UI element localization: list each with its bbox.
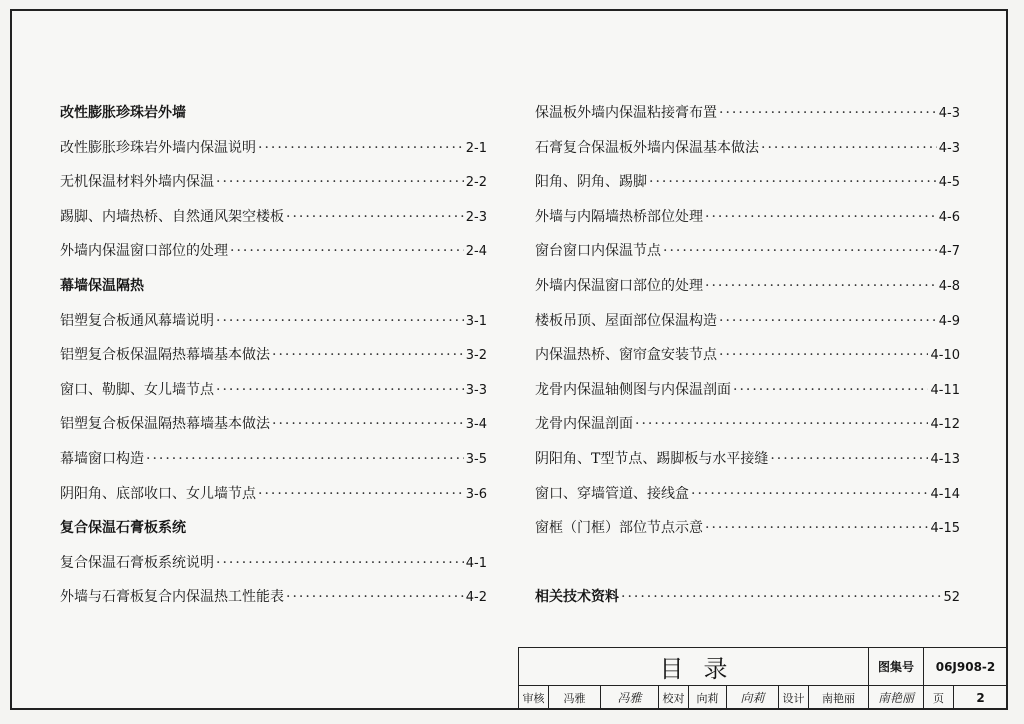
- toc-section-heading: [60, 275, 487, 297]
- toc-entry-page: 3-5: [465, 452, 487, 467]
- toc-entry-title: 改性膨胀珍珠岩外墙: [60, 105, 186, 121]
- design-signature: 南艳丽: [869, 686, 924, 710]
- toc-entry-page: 4-2: [465, 590, 487, 606]
- check-name: 向莉: [689, 686, 727, 710]
- toc-entry-title: 改性膨胀珍珠岩外墙内保温说明: [60, 139, 256, 156]
- review-label: 审核: [519, 686, 549, 710]
- toc-entry[interactable]: [535, 137, 960, 159]
- toc-entry-title: 楼板吊顶、屋面部位保温构造: [535, 312, 717, 329]
- toc-entry-title: 窗口、勒脚、女儿墙节点: [60, 381, 214, 398]
- toc-entry-title: 无机保温材料外墙内保温: [60, 174, 214, 191]
- toc-entry-page: 4-15: [930, 521, 960, 537]
- toc-entry-page: 3-4: [465, 417, 487, 433]
- toc-entry-page: 52: [943, 590, 960, 606]
- atlas-label: 图集号: [869, 648, 924, 686]
- dot-leader: [216, 555, 464, 571]
- toc-entry[interactable]: [60, 413, 487, 435]
- toc-entry-title: 铝塑复合板通风幕墙说明: [60, 312, 214, 329]
- toc-entry[interactable]: [535, 171, 960, 193]
- toc-entry-page: 3-2: [465, 348, 487, 364]
- dot-leader: [258, 486, 464, 502]
- toc-entry-title: 阴阳角、底部收口、女儿墙节点: [60, 485, 256, 502]
- dot-leader: [635, 416, 928, 432]
- page-label: 页: [924, 686, 954, 710]
- toc-entry-page: 4-13: [930, 452, 960, 467]
- toc-entry-page: 4-6: [938, 209, 960, 225]
- toc-entry-title: 窗台窗口内保温节点: [535, 243, 661, 260]
- dot-leader: [761, 140, 937, 156]
- dot-leader: [258, 140, 464, 156]
- toc-entry-page: 2-3: [465, 209, 487, 225]
- toc-section-heading: [60, 517, 487, 539]
- toc-entry-title: 复合保温石膏板系统说明: [60, 554, 214, 571]
- toc-entry-title: 内保温热桥、窗帘盒安装节点: [535, 347, 717, 364]
- dot-leader: [216, 382, 464, 398]
- toc-entry-page: 4-10: [930, 348, 960, 364]
- toc-entry[interactable]: [535, 517, 960, 539]
- toc-entry[interactable]: [535, 344, 960, 366]
- dot-leader: [705, 278, 937, 294]
- toc-entry[interactable]: [60, 483, 487, 505]
- toc-entry-title: 龙骨内保温剖面: [535, 416, 633, 433]
- toc-entry[interactable]: [535, 240, 960, 262]
- toc-entry[interactable]: [60, 379, 487, 401]
- toc-entry-page: 4-3: [938, 140, 960, 156]
- dot-leader: [770, 451, 928, 467]
- toc-entry-page: 4-12: [930, 417, 960, 433]
- dot-leader: [691, 486, 928, 502]
- toc-entry[interactable]: [60, 586, 487, 608]
- toc-entry[interactable]: [60, 171, 487, 193]
- toc-entry-page: 3-3: [465, 382, 487, 398]
- dot-leader: [705, 520, 928, 536]
- toc-entry-title: 外墙与石膏板复合内保温热工性能表: [60, 589, 284, 606]
- page-number: 2: [954, 686, 1008, 710]
- toc-entry-page: 4-9: [938, 313, 960, 329]
- toc-entry-page: 4-1: [465, 555, 487, 571]
- dot-leader: [272, 416, 464, 432]
- review-name: 冯雅: [549, 686, 601, 710]
- dot-leader: [286, 209, 464, 225]
- toc-entry-title: 保温板外墙内保温粘接膏布置: [535, 105, 717, 121]
- toc-entry-title: 幕墙窗口构造: [60, 451, 144, 467]
- toc-entry[interactable]: [535, 102, 960, 124]
- toc-entry-page: 2-4: [465, 244, 487, 260]
- toc-entry[interactable]: [60, 240, 487, 262]
- toc-entry-title: 龙骨内保温轴侧图与内保温剖面: [535, 381, 731, 398]
- toc-entry-title: 踢脚、内墙热桥、自然通风架空楼板: [60, 208, 284, 225]
- toc-entry-page: 2-1: [465, 140, 487, 156]
- toc-entry-title: 外墙内保温窗口部位的处理: [535, 278, 703, 294]
- dot-leader: [719, 313, 937, 329]
- dot-leader: [216, 313, 464, 329]
- check-signature: 向莉: [727, 686, 779, 710]
- toc-entry[interactable]: [535, 586, 960, 608]
- dot-leader: [146, 451, 464, 467]
- dot-leader: [663, 243, 937, 259]
- toc-entry-page: 4-3: [938, 106, 960, 121]
- dot-leader: [719, 105, 937, 121]
- toc-entry-title: 阴阳角、T型节点、踢脚板与水平接缝: [535, 451, 769, 467]
- design-label: 设计: [779, 686, 809, 710]
- design-name: 南艳丽: [809, 686, 869, 710]
- toc-entry-title: 铝塑复合板保温隔热幕墙基本做法: [60, 347, 270, 364]
- toc-entry-title: 铝塑复合板保温隔热幕墙基本做法: [60, 416, 270, 433]
- toc-entry-page: 3-6: [465, 486, 487, 502]
- toc-entry-page: 4-11: [930, 382, 960, 398]
- toc-entry-title: 幕墙保温隔热: [60, 278, 144, 294]
- toc-entry[interactable]: [60, 137, 487, 159]
- toc-entry[interactable]: [535, 206, 960, 228]
- dot-leader: [649, 174, 937, 190]
- dot-leader: [272, 347, 464, 363]
- dot-leader: [216, 174, 464, 190]
- toc-entry-page: 4-8: [938, 279, 960, 294]
- toc-entry-title: 石膏复合保温板外墙内保温基本做法: [535, 139, 759, 156]
- dot-leader: [733, 382, 928, 398]
- toc-entry-page: 3-1: [465, 313, 487, 329]
- toc-entry-page: 4-5: [938, 175, 960, 191]
- toc-entry-title: 窗框（门框）部位节点示意: [535, 520, 703, 537]
- title-block: [518, 647, 1007, 709]
- toc-entry[interactable]: [535, 413, 960, 435]
- dot-leader: [705, 209, 937, 225]
- toc-entry-page: 2-2: [465, 175, 487, 191]
- toc-entry[interactable]: [535, 483, 960, 505]
- review-signature: 冯雅: [601, 686, 659, 710]
- toc-entry-title: 外墙内保温窗口部位的处理: [60, 243, 228, 260]
- toc-entry[interactable]: [535, 379, 960, 401]
- check-label: 校对: [659, 686, 689, 710]
- toc-entry-page: 4-14: [930, 486, 960, 502]
- toc-entry-page: 4-7: [938, 244, 960, 260]
- toc-entry[interactable]: [60, 448, 487, 470]
- toc-entry[interactable]: [60, 206, 487, 228]
- toc-entry[interactable]: [60, 310, 487, 332]
- toc-entry-title: 复合保温石膏板系统: [60, 520, 186, 537]
- toc-entry[interactable]: [535, 275, 960, 297]
- dot-leader: [621, 589, 941, 605]
- toc-entry-title: 外墙与内隔墙热桥部位处理: [535, 208, 703, 225]
- dot-leader: [286, 589, 464, 605]
- toc-entry-title: 阳角、阴角、踢脚: [535, 174, 647, 191]
- atlas-number: 06J908-2: [924, 648, 1008, 686]
- toc-entry-title: 窗口、穿墙管道、接线盒: [535, 485, 689, 502]
- toc-entry[interactable]: [60, 552, 487, 574]
- toc-entry[interactable]: [535, 448, 960, 470]
- toc-section-heading: [60, 102, 487, 124]
- toc-entry-title: 相关技术资料: [535, 589, 619, 606]
- toc-entry[interactable]: [60, 344, 487, 366]
- dot-leader: [719, 347, 928, 363]
- title-block-title: 目录: [519, 648, 869, 686]
- dot-leader: [230, 243, 464, 259]
- toc-entry[interactable]: [535, 310, 960, 332]
